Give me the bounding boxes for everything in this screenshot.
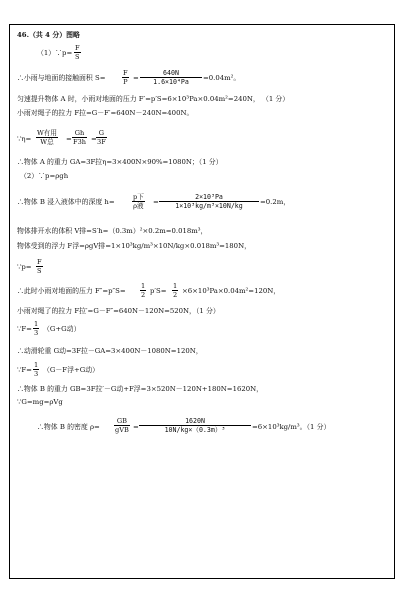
fraction-density-values: $\frac{1620N}{\text{10N/kg×（0.3m）³}}$ (139, 417, 251, 435)
pulley-weight-line: ∴动滑轮重 G动=3F拉－GA=3×400N－1080N=120N， (17, 347, 203, 355)
fraction-third-2: $\frac{1}{3}$ (34, 361, 39, 378)
answer-box (9, 24, 395, 579)
pulley-formula-prefix: ∵F= (17, 325, 32, 333)
density-prefix: ∴物体 B 的密度 ρ= (37, 423, 100, 431)
pulley-formula-suffix: （G+G动） (43, 325, 81, 333)
volume-line: 物体排开水的体积 V排=S′h=（0.3m）²×0.2m=0.018m³， (17, 227, 208, 235)
p-formula-prefix: ∵p= (17, 263, 32, 271)
f-formula2-suffix: （G－F浮+G动） (43, 366, 100, 374)
fraction-f-over-s: $\frac{F}{S}$ (75, 44, 80, 61)
fraction-g-over-3f: $\frac{G}{3F}$ (97, 129, 106, 146)
lift-pressure-line: 匀速提升物体 A 时，小雨对地面的压力 F′=p′S=6×10³Pa×0.04m²=240N， （1 分） (17, 95, 290, 103)
pressure-line-a: ∴此时小雨对地面的压力 F″=p″S= (17, 287, 126, 295)
pull-line: 小雨对绳了的拉力 F拉′=G－F″=640N－120N=520N，（1 分） (17, 307, 220, 315)
fraction-gh-over-f3h: $\frac{Gh}{F3h}$ (73, 129, 87, 146)
tension-line: 小雨对绳子的拉力 F拉=G－F′=640N－240N=400N。 (17, 109, 194, 117)
depth-result: =0.2m， (260, 198, 291, 206)
pressure-line-b: p′S= (150, 287, 167, 295)
fraction-half-2: $\frac{1}{2}$ (173, 282, 178, 299)
depth-prefix: ∴物体 B 浸入液体中的深度 h= (17, 198, 115, 206)
area-result: =0.04m²。 (203, 74, 241, 82)
fraction-third-1: $\frac{1}{3}$ (34, 320, 39, 337)
fraction-f-over-p: $\frac{F}{P}$ (123, 69, 128, 86)
fraction-half-1: $\frac{1}{2}$ (141, 282, 146, 299)
f-formula2-prefix: ∵F= (17, 366, 32, 374)
formula-label: （1）∵p= (37, 49, 73, 57)
fraction-area-values: $\frac{640N}{\text{1.6×10⁴Pa}}$ (140, 69, 202, 87)
fraction-f-over-s-2: $\frac{F}{S}$ (37, 258, 42, 275)
pressure-line-c: ×6×10³Pa×0.04m²=120N， (182, 287, 281, 295)
fraction-p-over-rho: p下 ρ液 (133, 193, 144, 210)
area-prefix: ∴小雨与地面的接触面积 S= (17, 74, 106, 82)
fraction-depth-values: $\frac{\text{2×10³Pa}}{\text{1×10³kg/m³×10N/kg}}$ (159, 193, 259, 211)
ga-line: ∴物体 A 的重力 GA=3F拉η=3×400N×90%=1080N；（1 分） (17, 158, 223, 166)
density-result: =6×10³kg/m³。（1 分） (252, 423, 331, 431)
g-line: ∵G=mg=ρVg (17, 398, 63, 406)
part2-label: （2）∵p=ρgh (20, 172, 69, 180)
question-header: 46.（共 4 分）图略 (17, 31, 80, 39)
fraction-gb-over-gvb: GB gVB (115, 417, 129, 434)
fraction-w-useful-over-w-total: W有用 W总 (37, 129, 57, 146)
eta-prefix: ∵η= (17, 135, 32, 143)
gb-line: ∴物体 B 的重力 GB=3F拉′－G动+F浮=3×520N－120N+180N=1620N， (17, 385, 264, 393)
buoyancy-line: 物体受到的浮力 F浮=ρgV排=1×10³kg/m³×10N/kg×0.018m³=180N， (17, 242, 251, 250)
